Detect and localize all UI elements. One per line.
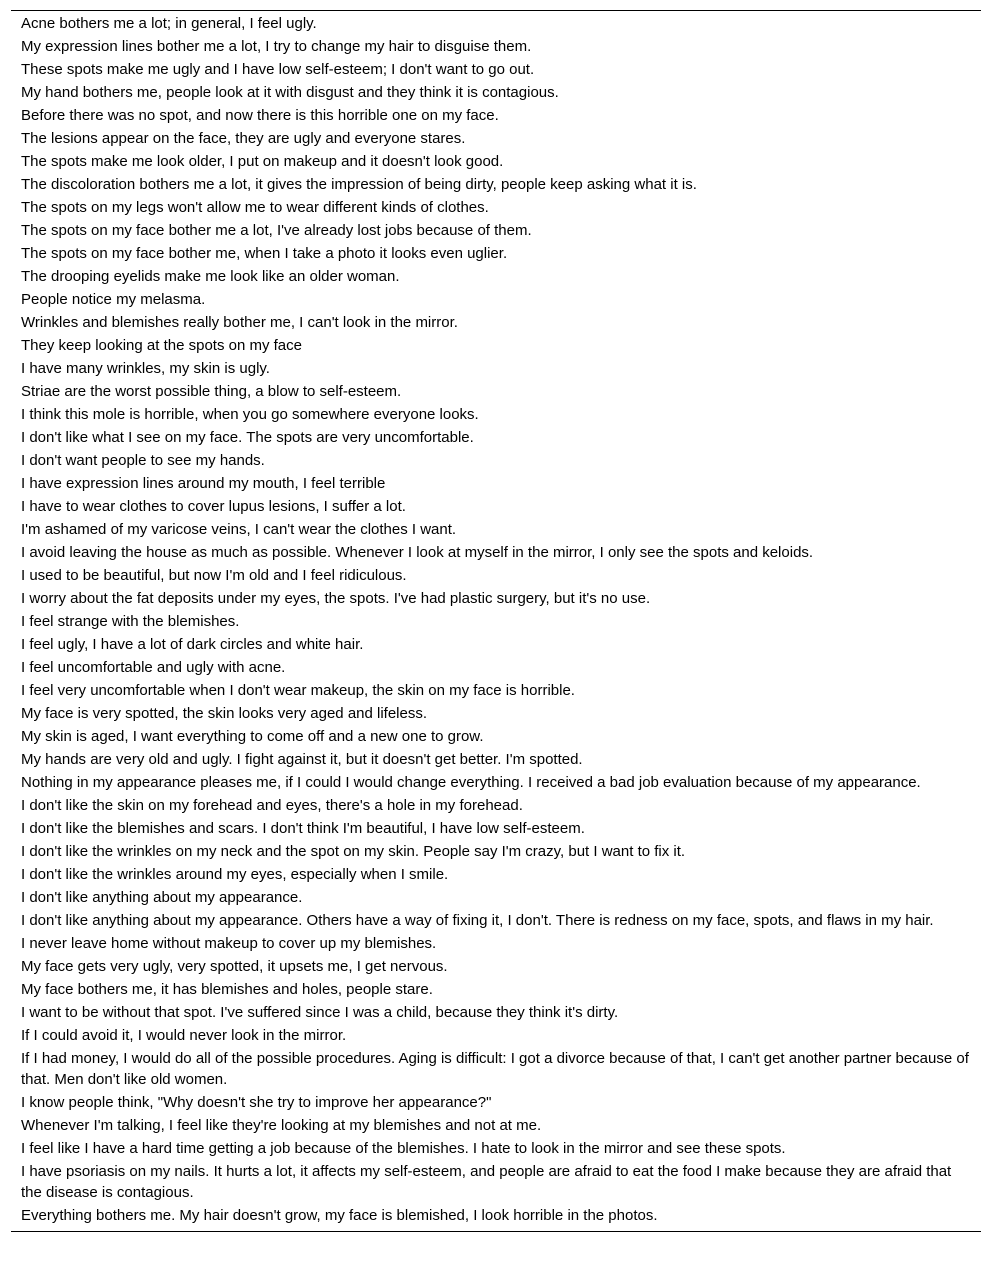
- quote-row: My hands are very old and ugly. I fight against it, but it doesn't get better. I'm spotted.: [21, 751, 583, 768]
- quote-row: My face gets very ugly, very spotted, it upsets me, I get nervous.: [21, 958, 448, 975]
- quote-row: I never leave home without makeup to cover up my blemishes.: [21, 935, 437, 952]
- quote-row: I worry about the fat deposits under my eyes, the spots. I've had plastic surgery, but it's no use.: [21, 590, 651, 607]
- quote-row: If I had money, I would do all of the possible procedures. Aging is difficult: I got a divorce because of that, I can't get another partner because of that. Men don't like old women.: [21, 1050, 969, 1088]
- quote-row: Nothing in my appearance pleases me, if I could I would change everything. I received a bad job evaluation because of my appearance.: [21, 774, 921, 791]
- quote-row: I know people think, "Why doesn't she try to improve her appearance?": [21, 1094, 492, 1111]
- quote-list: [11, 11, 981, 1231]
- quote-row: I don't like the wrinkles on my neck and the spot on my skin. People say I'm crazy, but I want to fix it.: [21, 843, 686, 860]
- quote-row: Whenever I'm talking, I feel like they're looking at my blemishes and not at me.: [21, 1117, 542, 1134]
- quote-row: My skin is aged, I want everything to come off and a new one to grow.: [21, 728, 484, 745]
- quotes-table: [11, 10, 981, 1232]
- quote-row: The spots on my face bother me a lot, I've already lost jobs because of them.: [21, 222, 532, 239]
- quote-row: I feel very uncomfortable when I don't wear makeup, the skin on my face is horrible.: [21, 682, 575, 699]
- quote-row: They keep looking at the spots on my face: [21, 337, 302, 354]
- quote-row: The discoloration bothers me a lot, it gives the impression of being dirty, people keep asking what it is.: [21, 176, 697, 193]
- quote-row: The spots on my face bother me, when I take a photo it looks even uglier.: [21, 245, 508, 262]
- quote-row: I feel strange with the blemishes.: [21, 613, 240, 630]
- quote-row: I used to be beautiful, but now I'm old and I feel ridiculous.: [21, 567, 407, 584]
- quote-row: Acne bothers me a lot; in general, I feel ugly.: [21, 15, 317, 32]
- quote-row: I don't like anything about my appearance. Others have a way of fixing it, I don't. There is redness on my face, spots, and flaws in my hair.: [21, 912, 934, 929]
- quote-row: The drooping eyelids make me look like an older woman.: [21, 268, 400, 285]
- quote-row: People notice my melasma.: [21, 291, 206, 308]
- quote-row: I don't like what I see on my face. The spots are very uncomfortable.: [21, 429, 474, 446]
- quote-row: I avoid leaving the house as much as possible. Whenever I look at myself in the mirror, I only see the spots and keloids.: [21, 544, 814, 561]
- quote-row: The lesions appear on the face, they are ugly and everyone stares.: [21, 130, 466, 147]
- quote-row: The spots on my legs won't allow me to wear different kinds of clothes.: [21, 199, 489, 216]
- quote-row: I have expression lines around my mouth, I feel terrible: [21, 475, 386, 492]
- quote-row: My expression lines bother me a lot, I try to change my hair to disguise them.: [21, 38, 532, 55]
- quote-row: I think this mole is horrible, when you go somewhere everyone looks.: [21, 406, 479, 423]
- quote-row: I don't like the blemishes and scars. I don't think I'm beautiful, I have low self-esteem.: [21, 820, 585, 837]
- quote-row: I don't like the wrinkles around my eyes, especially when I smile.: [21, 866, 449, 883]
- quote-row: Wrinkles and blemishes really bother me, I can't look in the mirror.: [21, 314, 458, 331]
- quote-row: My face bothers me, it has blemishes and holes, people stare.: [21, 981, 433, 998]
- quote-row: Everything bothers me. My hair doesn't grow, my face is blemished, I look horrible in the photos.: [21, 1207, 658, 1224]
- quote-row: I have many wrinkles, my skin is ugly.: [21, 360, 270, 377]
- quote-row: I don't like the skin on my forehead and eyes, there's a hole in my forehead.: [21, 797, 523, 814]
- quote-row: If I could avoid it, I would never look in the mirror.: [21, 1027, 347, 1044]
- quote-row: My hand bothers me, people look at it with disgust and they think it is contagious.: [21, 84, 559, 101]
- quote-row: I don't want people to see my hands.: [21, 452, 265, 469]
- quote-row: I don't like anything about my appearance.: [21, 889, 303, 906]
- quote-row: These spots make me ugly and I have low self-esteem; I don't want to go out.: [21, 61, 535, 78]
- quote-row: I have psoriasis on my nails. It hurts a lot, it affects my self-esteem, and people are afraid to eat the food I make because they are afraid that the disease is contagious.: [21, 1163, 952, 1201]
- quote-row: I feel uncomfortable and ugly with acne.: [21, 659, 286, 676]
- quote-row: The spots make me look older, I put on makeup and it doesn't look good.: [21, 153, 504, 170]
- quote-row: Before there was no spot, and now there is this horrible one on my face.: [21, 107, 499, 124]
- quote-row: I feel ugly, I have a lot of dark circles and white hair.: [21, 636, 364, 653]
- quote-row: My face is very spotted, the skin looks very aged and lifeless.: [21, 705, 428, 722]
- quote-row: Striae are the worst possible thing, a blow to self-esteem.: [21, 383, 402, 400]
- quote-row: I want to be without that spot. I've suffered since I was a child, because they think it's dirty.: [21, 1004, 619, 1021]
- quote-row: I feel like I have a hard time getting a job because of the blemishes. I hate to look in the mirror and see these spots.: [21, 1140, 786, 1157]
- quote-row: I have to wear clothes to cover lupus lesions, I suffer a lot.: [21, 498, 406, 515]
- quote-row: I'm ashamed of my varicose veins, I can't wear the clothes I want.: [21, 521, 457, 538]
